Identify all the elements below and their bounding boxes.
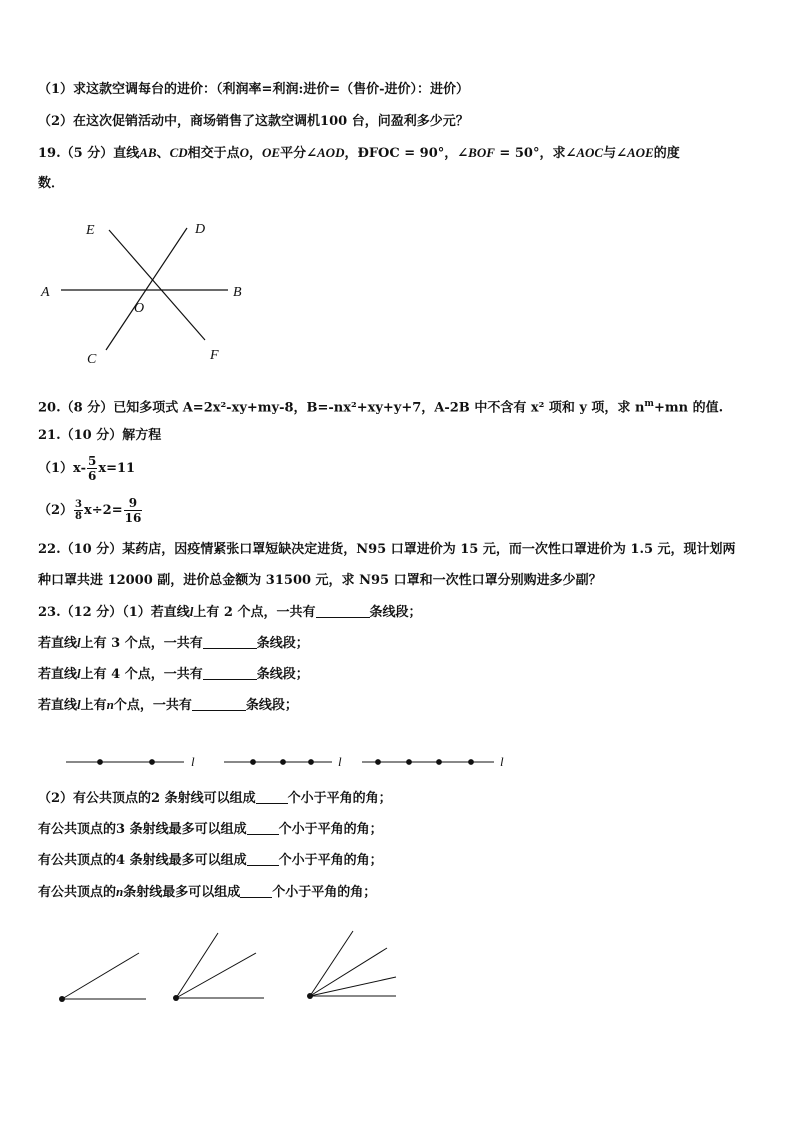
fraction-denominator: 16 xyxy=(124,511,142,525)
q23-text: 若直线 xyxy=(38,636,78,651)
answer-blank[interactable] xyxy=(247,853,279,866)
eq1-prefix: （1）x- xyxy=(38,461,86,476)
q23-text: 有公共顶点的 xyxy=(38,885,117,900)
q19-text: = 50°，求∠ xyxy=(494,146,577,161)
var-bof: BOF xyxy=(468,145,495,160)
label-c: C xyxy=(87,352,97,367)
q23-text: 上有 2 个点，一共有 xyxy=(193,605,316,620)
q19-text: 相交于点 xyxy=(187,146,240,161)
q23-text: 条线段； xyxy=(369,605,422,620)
q23-text: 若直线 xyxy=(38,667,78,682)
q21-eq2 xyxy=(38,496,143,526)
q23-text: 若直线 xyxy=(38,698,78,713)
vertex-point xyxy=(307,993,313,999)
var-o: O xyxy=(239,145,250,160)
ray xyxy=(176,933,218,998)
var-l: l xyxy=(189,604,194,619)
q19-text: 与∠ xyxy=(603,146,627,161)
ray xyxy=(62,953,139,999)
q23-row1 xyxy=(38,604,422,621)
answer-blank[interactable] xyxy=(247,822,279,835)
q23-row2 xyxy=(38,635,309,652)
fraction-denominator: 6 xyxy=(87,469,97,483)
intersecting-lines-figure xyxy=(30,215,260,370)
label-o: O xyxy=(134,301,145,316)
var-ab: AB xyxy=(139,145,157,160)
q20-tail: +mn 的值. xyxy=(653,400,724,416)
vertex-point xyxy=(59,996,65,1002)
q23-text: 个小于平角的角； xyxy=(272,885,377,900)
q23-text: 条射线最多可以组成 xyxy=(123,885,241,900)
point xyxy=(407,760,412,765)
q21-title: 21.（10 分）解方程 xyxy=(38,428,162,443)
q23-text: 条线段； xyxy=(245,698,298,713)
var-n: n xyxy=(106,697,114,712)
fraction-3-8 xyxy=(74,499,83,522)
point xyxy=(376,760,381,765)
q23-text: 个小于平角的角； xyxy=(278,822,383,837)
q23-text: 上有 3 个点，一共有 xyxy=(80,636,203,651)
ray xyxy=(176,953,256,998)
q23-text: 上有 xyxy=(80,698,107,713)
q23-p2-row1 xyxy=(38,791,392,807)
q19-sep: 、 xyxy=(156,146,170,161)
label-e: E xyxy=(86,223,95,238)
q19-line2: 数． xyxy=(38,176,65,191)
point xyxy=(98,760,103,765)
q23-text: 个小于平角的角； xyxy=(278,853,383,868)
var-l: l xyxy=(77,697,81,712)
eq1-suffix: x=11 xyxy=(98,461,136,476)
fraction-denominator: 8 xyxy=(75,511,83,522)
q22-line1: 22.（10 分）某药店，因疫情紧张口罩短缺决定进货，N95 口罩进价为 15 元，而一次性口罩进价为 1.5 元，现计划两 xyxy=(38,542,736,557)
q22-line2: 种口罩共进 12000 副，进价总金额为 31500 元，求 N95 口罩和一次性口罩分别购进多少副？ xyxy=(38,573,602,588)
eq2-prefix: （2） xyxy=(38,503,74,518)
fraction-5-6 xyxy=(87,454,97,483)
q20-body: 20.（8 分）已知多项式 A=2x²-xy+my-8，B=-nx²+xy+y+7，A-2B 中不含有 x² 项和 y 项，求 n xyxy=(38,400,645,416)
rays-angle-figure xyxy=(50,925,410,1010)
q23-text: 上有 4 个点，一共有 xyxy=(80,667,203,682)
fraction-9-16 xyxy=(124,496,143,525)
ray xyxy=(310,977,396,996)
eq2-middle: x÷2= xyxy=(84,503,123,518)
q23-text: 有公共顶点的 xyxy=(38,822,117,837)
q23-text: 3 条射线最多可以组成 xyxy=(116,822,247,837)
answer-blank[interactable] xyxy=(316,605,370,618)
var-aoe: AOE xyxy=(626,145,654,160)
point xyxy=(251,760,256,765)
q23-head: 23.（12 分）（1）若直线 xyxy=(38,605,190,620)
label-f: F xyxy=(210,348,219,363)
q19-number: 19.（5 分）直线 xyxy=(38,146,140,161)
answer-blank[interactable] xyxy=(192,698,246,711)
ray xyxy=(310,931,353,996)
q20-text xyxy=(38,396,723,416)
ray xyxy=(310,948,387,996)
var-oe: OE xyxy=(262,145,281,160)
point xyxy=(281,760,286,765)
q23-text: 个小于平角的角； xyxy=(287,791,392,806)
label-l: l xyxy=(500,754,504,769)
answer-blank[interactable] xyxy=(203,667,257,680)
q18-part2: （2）在这次促销活动中，商场销售了这款空调机100 台，问盈利多少元？ xyxy=(38,114,469,129)
label-a: A xyxy=(41,285,50,300)
q19-text: 的度 xyxy=(653,146,680,161)
answer-blank[interactable] xyxy=(240,885,272,898)
label-b: B xyxy=(233,285,242,300)
var-l: l xyxy=(77,635,81,650)
label-d: D xyxy=(195,222,206,237)
fraction-numerator: 3 xyxy=(75,499,83,510)
point xyxy=(309,760,314,765)
vertex-point xyxy=(173,995,179,1001)
points-on-line-figure xyxy=(60,750,520,774)
point xyxy=(437,760,442,765)
q21-eq1 xyxy=(38,454,135,484)
line-cd xyxy=(106,228,187,350)
var-aoc: AOC xyxy=(576,145,604,160)
var-n: n xyxy=(116,884,124,899)
fraction-numerator: 5 xyxy=(87,454,97,468)
q23-p2-row4 xyxy=(38,884,376,901)
fraction-numerator: 9 xyxy=(124,496,143,511)
q19-text: 平分∠ xyxy=(280,146,318,161)
q19-text: ，ÐFOC = 90°，∠ xyxy=(344,146,469,161)
var-aod: AOD xyxy=(317,145,345,160)
q23-text: （2）有公共顶点的2 条射线可以组成 xyxy=(38,791,256,806)
var-l: l xyxy=(77,666,81,681)
q23-text: 个点，一共有 xyxy=(113,698,192,713)
point xyxy=(150,760,155,765)
answer-blank[interactable] xyxy=(203,636,257,649)
q23-text: 有公共顶点的 xyxy=(38,853,117,868)
q20-exponent: m xyxy=(644,399,654,409)
q23-text: 条线段； xyxy=(256,636,309,651)
label-l: l xyxy=(191,754,195,769)
answer-blank[interactable] xyxy=(256,791,288,804)
label-l: l xyxy=(338,754,342,769)
point xyxy=(469,760,474,765)
q23-text: 4 条射线最多可以组成 xyxy=(116,853,247,868)
q23-p2-row3 xyxy=(38,853,383,869)
q19-line1 xyxy=(38,145,680,162)
q23-text: 条线段； xyxy=(256,667,309,682)
q23-p2-row2 xyxy=(38,822,383,838)
q23-row4 xyxy=(38,697,298,714)
q23-row3 xyxy=(38,666,309,683)
q18-part1: （1）求这款空调每台的进价：（利润率=利润:进价=（售价-进价）：进价） xyxy=(38,82,470,97)
var-cd: CD xyxy=(169,145,188,160)
q19-text: ， xyxy=(249,146,263,161)
